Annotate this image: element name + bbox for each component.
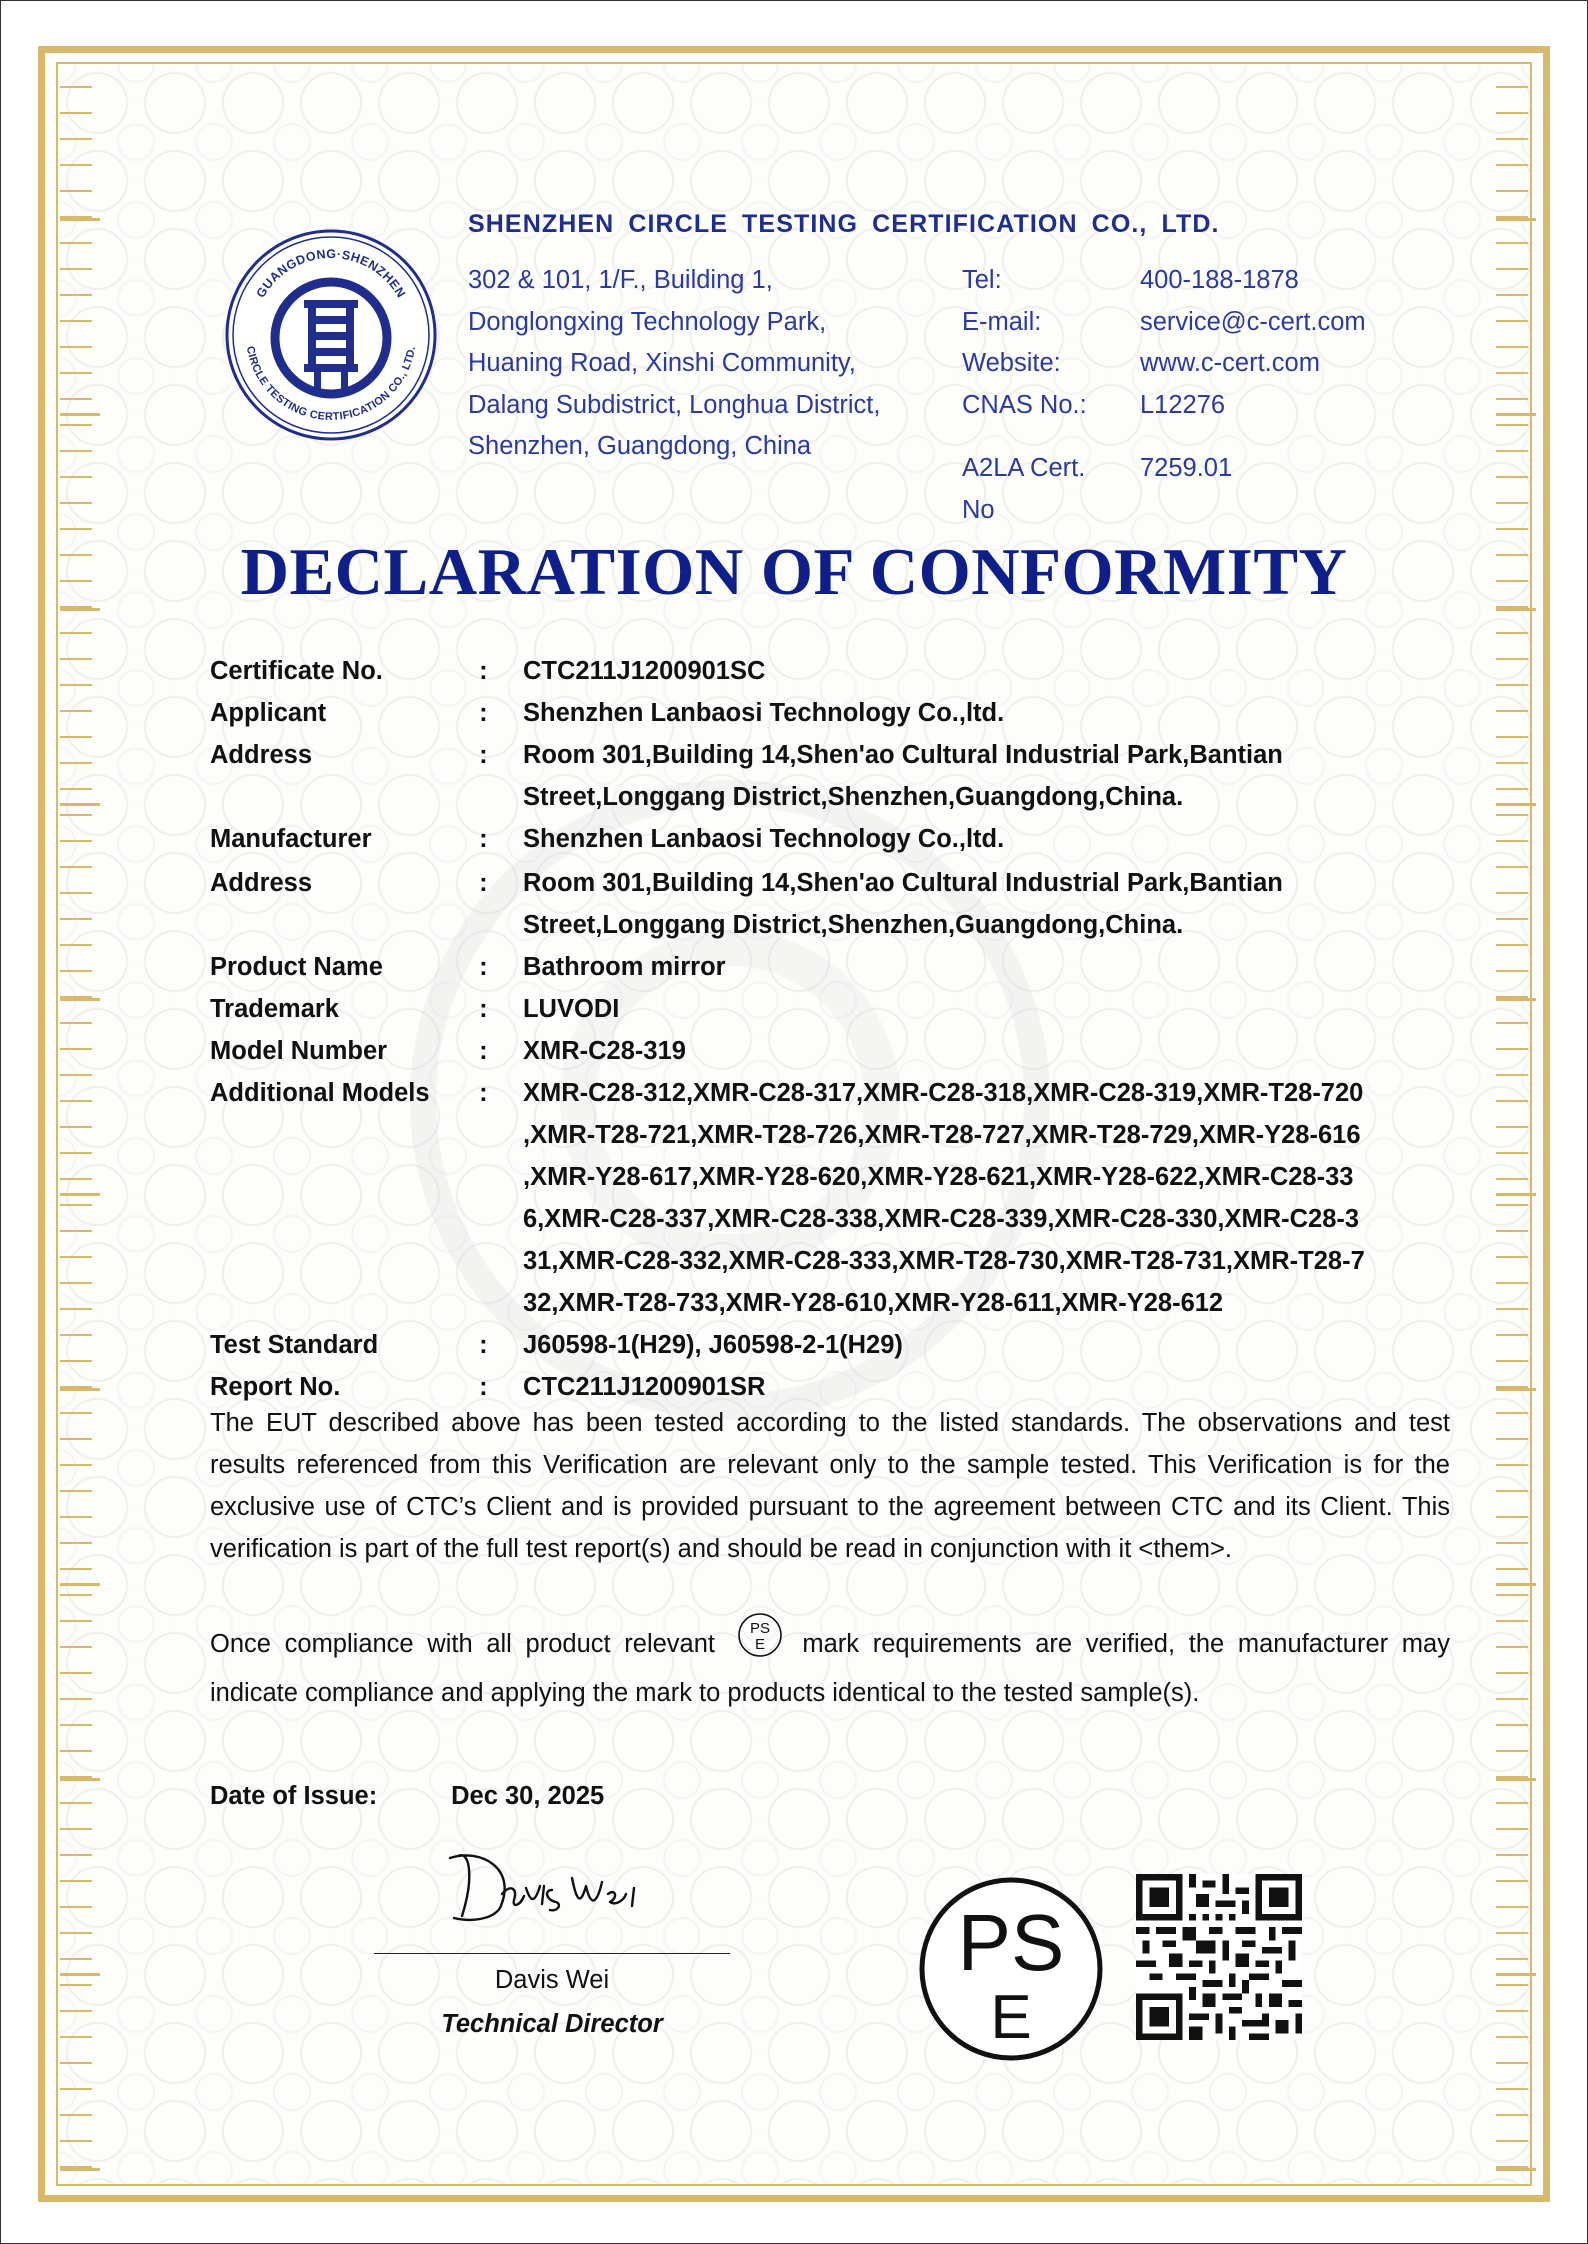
field-label: Report No.: [210, 1373, 341, 1401]
contact-label: [962, 448, 1140, 531]
contact-a2la: [962, 448, 1366, 531]
company-address: [468, 260, 880, 468]
a2la-label-line2: No: [962, 495, 995, 524]
field-model-number: [210, 1030, 1450, 1072]
svg-text:PS: PS: [957, 1898, 1065, 1987]
field-trademark: [210, 988, 1450, 1030]
field-colon: :: [479, 825, 488, 853]
field-manufacturer: [210, 818, 1450, 860]
document-title: DECLARATION OF CONFORMITY: [240, 535, 1348, 609]
field-colon: :: [479, 1037, 488, 1065]
field-colon: :: [479, 953, 488, 981]
logo-text-bottom: CIRCLE TESTING CERTIFICATION CO., LTD.: [243, 345, 419, 424]
models-line: ,XMR-T28-721,XMR-T28-726,XMR-T28-727,XMR-T28-729,XMR-Y28-616: [522, 1121, 1361, 1149]
signatory-name: Davis Wei: [494, 1966, 610, 1994]
contact-label: Tel:: [962, 266, 1002, 294]
company-name: SHENZHEN CIRCLE TESTING CERTIFICATION CO., LTD.: [468, 210, 1220, 238]
field-value: [523, 1072, 1450, 1324]
field-colon: :: [479, 741, 488, 769]
contact-label: CNAS No.:: [962, 390, 1087, 419]
signatory-title: Technical Director: [441, 2010, 663, 2038]
field-colon: :: [479, 699, 488, 727]
field-value: Shenzhen Lanbaosi Technology Co.,ltd.: [522, 699, 1005, 727]
field-applicant-address: [210, 734, 1450, 818]
address-line: Room 301,Building 14,Shen'ao Cultural Industrial Park,Bantian: [522, 741, 1283, 769]
frame-ticks-left: [60, 70, 92, 2176]
field-label: Product Name: [210, 953, 383, 981]
models-line: ,XMR-Y28-617,XMR-Y28-620,XMR-Y28-621,XMR-Y28-622,XMR-C28-33: [522, 1163, 1354, 1191]
field-label: Model Number: [210, 1037, 388, 1065]
statement-paragraph: The EUT described above has been tested according to the listed standards. The observations and test results referenced from this Verification are relevant only to the sample tested. This Verification is for the exclusive use of CTC’s Client and is provided pursuant to the agreement between CTC and its Client. This verification is part of the full test report(s) and should be read in conjunction with it <them>.: [210, 1409, 1450, 1563]
address-line: Street,Longgang District,Shenzhen,Guangdong,China.: [522, 783, 1184, 811]
contact-value: 400-188-1878: [1140, 266, 1299, 294]
company-contacts: [962, 260, 1366, 531]
models-line: 6,XMR-C28-337,XMR-C28-338,XMR-C28-339,XMR-C28-330,XMR-C28-3: [522, 1205, 1360, 1233]
compliance-paragraph: [210, 1612, 1450, 1718]
field-colon: :: [479, 1373, 488, 1401]
field-value: Bathroom mirror: [522, 953, 726, 981]
address-line: Room 301,Building 14,Shen'ao Cultural Industrial Park,Bantian: [522, 869, 1283, 897]
issue-label: Date of Issue:: [210, 1782, 378, 1810]
field-label: Manufacturer: [210, 825, 372, 853]
field-certificate-no: [210, 650, 1450, 692]
handwritten-signature: [440, 1838, 670, 1938]
svg-text:E: E: [990, 1983, 1032, 2052]
address-line: Huaning Road, Xinshi Community,: [468, 349, 856, 377]
logo-text-top: GUANGDONG·SHENZHEN: [253, 246, 409, 301]
address-line: Shenzhen, Guangdong, China: [468, 432, 812, 460]
compliance-text-before: Once compliance with all product relevant: [210, 1630, 715, 1658]
frame-ticks-right: [1496, 70, 1528, 2176]
field-label: Address: [210, 741, 313, 769]
field-value: [523, 734, 1450, 818]
models-line: 32,XMR-T28-733,XMR-Y28-610,XMR-Y28-611,XMR-Y28-612: [522, 1289, 1224, 1317]
field-value: LUVODI: [522, 995, 620, 1023]
field-product-name: [210, 946, 1450, 988]
company-logo-icon: [224, 228, 438, 442]
field-colon: :: [479, 1079, 488, 1107]
field-value: Shenzhen Lanbaosi Technology Co.,ltd.: [522, 825, 1005, 853]
field-label: Additional Models: [210, 1079, 430, 1107]
compliance-text-after: mark requirements are verified, the manufacturer may indicate compliance and applying the mark to products identical to the tested sample(s).: [210, 1630, 1450, 1707]
contact-label: E-mail:: [962, 307, 1042, 336]
field-colon: :: [479, 995, 488, 1023]
contact-label: Website:: [962, 349, 1061, 377]
field-value: J60598-1(H29), J60598-2-1(H29): [522, 1331, 903, 1359]
pse-mark-inline-icon: [737, 1612, 783, 1658]
date-of-issue: [210, 1782, 604, 1811]
svg-text:E: E: [754, 1636, 765, 1653]
contact-website: [962, 343, 1366, 385]
svg-text:PS: PS: [749, 1620, 770, 1637]
field-colon: :: [479, 869, 488, 897]
contact-value: service@c-cert.com: [1140, 307, 1366, 336]
contact-value: www.c-cert.com: [1140, 349, 1320, 377]
field-label: Certificate No.: [210, 657, 383, 685]
models-line: XMR-C28-312,XMR-C28-317,XMR-C28-318,XMR-C28-319,XMR-T28-720: [522, 1079, 1364, 1107]
field-manufacturer-address: [210, 862, 1450, 946]
field-label: Test Standard: [210, 1331, 379, 1359]
contact-tel: [962, 260, 1366, 302]
qr-code-icon: [1136, 1874, 1302, 2040]
field-colon: :: [479, 1331, 488, 1359]
signature-line: [374, 1953, 730, 1954]
a2la-label-line1: A2LA Cert.: [962, 454, 1086, 482]
field-label: Applicant: [210, 699, 327, 727]
field-applicant: [210, 692, 1450, 734]
field-value: XMR-C28-319: [522, 1037, 686, 1065]
address-line: Dalang Subdistrict, Longhua District,: [468, 390, 881, 419]
field-label: Trademark: [210, 995, 339, 1023]
models-line: 31,XMR-C28-332,XMR-C28-333,XMR-T28-730,XMR-T28-731,XMR-T28-7: [522, 1247, 1365, 1275]
pse-mark-icon: [918, 1876, 1104, 2062]
field-value: CTC211J1200901SC: [522, 657, 766, 685]
certificate-fields: [210, 650, 1450, 1408]
field-colon: :: [479, 657, 488, 685]
contact-cnas: [962, 385, 1366, 427]
field-value: CTC211J1200901SR: [522, 1373, 766, 1401]
field-value: [523, 862, 1450, 946]
contact-value: L12276: [1140, 390, 1226, 419]
field-test-standard: [210, 1324, 1450, 1366]
issue-date: Dec 30, 2025: [451, 1782, 605, 1810]
field-additional-models: [210, 1072, 1450, 1324]
address-line: 302 & 101, 1/F., Building 1,: [468, 266, 773, 294]
address-line: Street,Longgang District,Shenzhen,Guangdong,China.: [522, 911, 1184, 939]
address-line: Donglongxing Technology Park,: [468, 307, 827, 336]
contact-email: [962, 302, 1366, 344]
field-label: Address: [210, 869, 313, 897]
contact-value: 7259.01: [1140, 454, 1233, 482]
